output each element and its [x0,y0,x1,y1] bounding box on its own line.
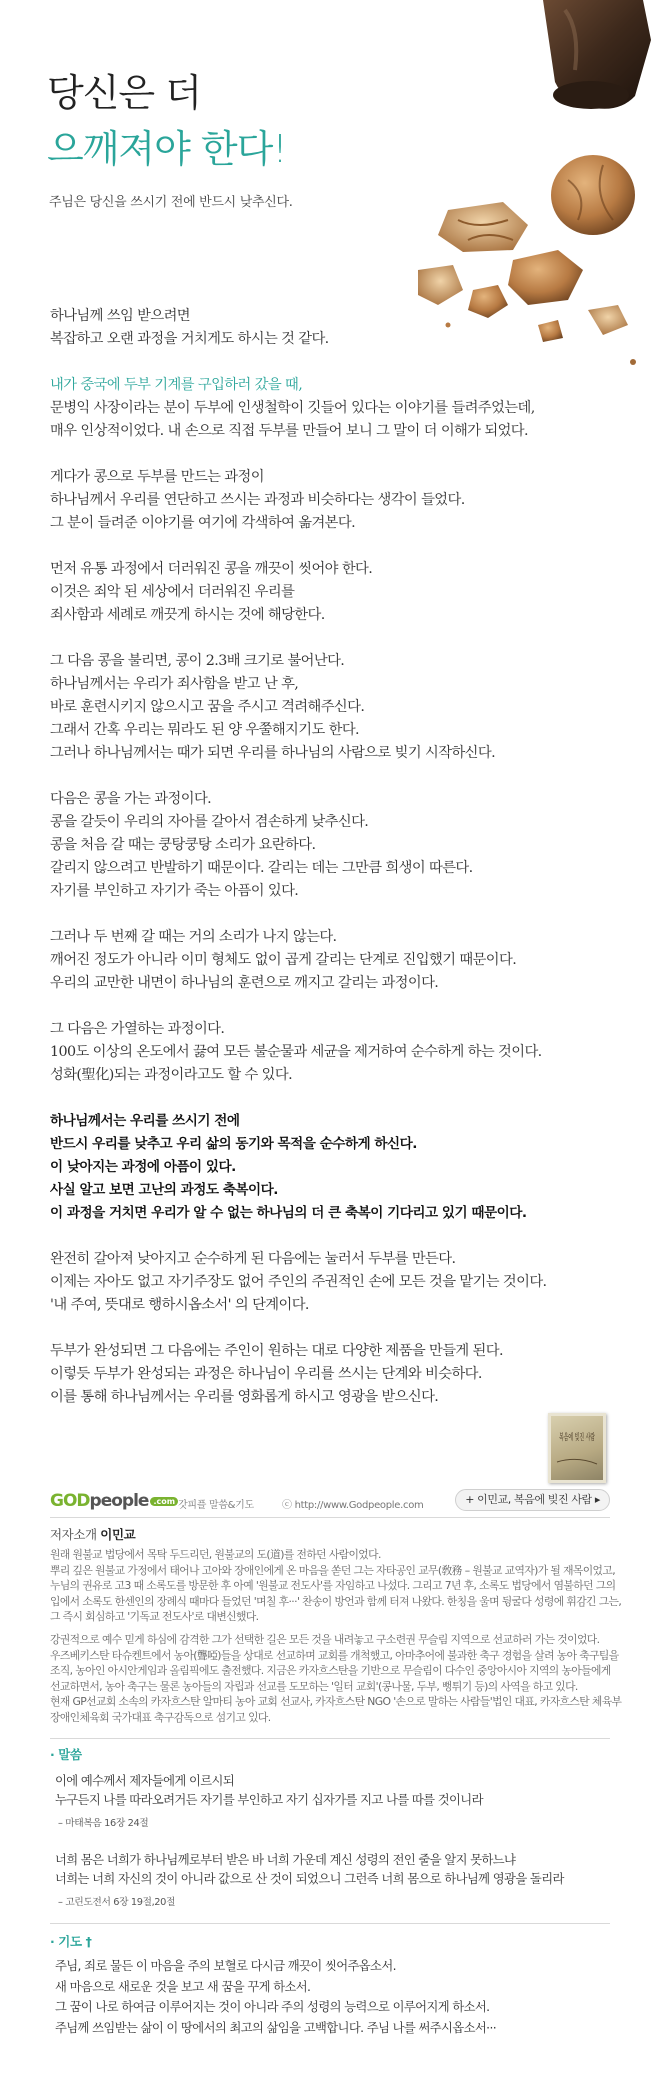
text-line: 콩을 갈듯이 우리의 자아를 갈아서 겸손하게 낮추신다. [50,814,369,830]
text-line: 문병익 사장이라는 분이 두부에 인생철학이 깃들어 있다는 이야기를 들려주었는데, [50,400,535,416]
text-line: 이를 통해 하나님께서는 우리를 영화롭게 하시고 영광을 받으신다. [50,1389,439,1405]
divider [50,1738,610,1739]
text-line: 이것은 죄악 된 세상에서 더러워진 우리를 [50,584,295,600]
paragraph [50,788,610,903]
text-line: 자기를 부인하고 자기가 죽는 아픔이 있다. [50,883,299,899]
prayer-text [55,1956,496,2038]
bio-line: 조직, 농아인 아시안게임과 올림픽에도 출전했다. 지금은 카자흐스탄을 기반으로 무슬림이 다수인 중앙아시아 지역의 농아들에게 [50,1664,611,1678]
paragraph [50,558,610,627]
verse-line: 너희 몸은 너희가 하나님께로부터 받은 바 너희 가운데 계신 성령의 전인 줄을 알지 못하느냐 [55,1853,516,1867]
hammer-illustration [525,0,658,115]
paragraph [50,1018,610,1087]
text-line: 복잡하고 오랜 과정을 거치게도 하시는 것 같다. [50,331,329,347]
scripture-verse [55,1851,564,1889]
page-title-line1: 당신은 더 [47,71,201,115]
text-line: 매우 인상적이었다. 내 손으로 직접 두부를 만들어 보니 그 말이 더 이해가 되었다. [50,423,528,439]
divider [50,1517,610,1518]
text-line: 그러나 두 번째 갈 때는 거의 소리가 나지 않는다. [50,929,337,945]
text-line: '내 주여, 뜻대로 행하시옵소서' 의 단계이다. [50,1297,309,1313]
text-line: 하나님께 쓰임 받으려면 [50,308,190,324]
text-line: 하나님께서 우리를 연단하고 쓰시는 과정과 비슷하다는 생각이 들었다. [50,492,465,508]
paragraph [50,1340,610,1409]
bold-line: 이 낮아지는 과정에 아픔이 있다. [50,1159,236,1175]
text-line: 이제는 자아도 없고 자기주장도 없어 주인의 주권적인 손에 모든 것을 맡기는 것이다. [50,1274,547,1290]
bio-line: 원래 원불교 법당에서 목탁 두드리던, 원불교의 도(道)를 전하던 사람이었다. [50,1548,381,1561]
bio-line: 선교하면서, 농아 축구는 물론 농아들의 자립과 선교를 도모하는 '일터 교회'(콩나물, 두부, 뻥튀기 등)의 사역을 하고 있다. [50,1679,578,1693]
text-line: 죄사함과 세례로 깨끗게 하시는 것에 해당한다. [50,607,325,623]
text-line: 완전히 갈아져 낮아지고 순수하게 된 다음에는 눌러서 두부를 만든다. [50,1251,456,1267]
text-line: 그 분이 들려준 이야기를 여기에 각색하여 옮겨본다. [50,515,356,531]
scripture-section-title: · 말씀 [50,1747,82,1762]
text-line: 그래서 간혹 우리는 뭐라도 된 양 우쭐해지기도 한다. [50,722,359,738]
author-paragraph [50,1547,622,1625]
text-line: 깨어진 정도가 아니라 이미 형체도 없이 곱게 갈리는 단계로 진입했기 때문이다. [50,952,517,968]
paragraph [50,1248,610,1317]
related-book-button[interactable]: + 이민교, 복음에 빚진 사람 ▸ [455,1489,610,1511]
author-paragraph [50,1632,622,1726]
bio-line: 강권적으로 예수 믿게 하심에 감격한 그가 선택한 길은 모든 것을 내려놓고 구소련권 무슬림 지역으로 선교하러 가는 것이었다. [50,1632,600,1646]
author-bio [50,1547,622,1733]
bold-line: 하나님께서는 우리를 쓰시기 전에 [50,1113,240,1129]
bio-line: 현재 GP선교회 소속의 카자흐스탄 알마티 농아 교회 선교사, 카자흐스탄 NGO '손으로 말하는 사람들'법인 대표, 카자흐스탄 체육부 [50,1695,622,1709]
verse-reference: – 고린도전서 6장 19절,20절 [58,1897,176,1908]
book-cover-thumbnail[interactable] [548,1413,626,1483]
author-heading-label: 저자소개 [50,1527,97,1542]
text-line: 그러나 하나님께서는 때가 되면 우리를 하나님의 사람으로 빚기 시작하신다. [50,745,496,761]
bio-line: 누님의 권유로 고3 때 소록도를 방문한 후 아예 '원불교 전도사'를 자임하고 나섰다. 그리고 7년 후, 소록도 법당에서 염불하던 그의 [50,1579,616,1593]
logo-dotcom: .com [150,1497,178,1506]
text-line: 먼저 유통 과정에서 더러워진 콩을 깨끗이 씻어야 한다. [50,561,373,577]
bio-line: 그 즉시 회심하고 '기독교 전도사'로 대변신했다. [50,1610,259,1624]
bold-line: 사실 알고 보면 고난의 과정도 축복이다. [50,1182,278,1198]
bold-line: 이 과정을 거치면 우리가 알 수 없는 하나님의 더 큰 축복이 기다리고 있기 때문이다. [50,1205,527,1221]
emphasis-paragraph [50,1110,610,1225]
text-line: 하나님께서는 우리가 죄사함을 받고 난 후, [50,676,299,692]
prayer-line: 새 마음으로 새로운 것을 보고 새 꿈을 꾸게 하소서. [55,1979,311,1994]
text-line: 우리의 교만한 내면이 하나님의 훈련으로 깨지고 갈리는 과정이다. [50,975,439,991]
paragraph [50,650,610,765]
highlight-line: 내가 중국에 두부 기계를 구입하러 갔을 때, [50,377,303,393]
book-cover-title: 복음에 빚진 사람 [559,1433,626,1443]
paragraph [50,374,610,443]
paragraph [50,926,610,995]
footer-url[interactable]: ⓒ http://www.Godpeople.com [282,1500,424,1511]
verse-line: 이에 예수께서 제자들에게 이르시되 [55,1774,235,1788]
verse-line: 너희는 너희 자신의 것이 아니라 값으로 산 것이 되었으니 그런즉 너희 몸으로 하나님께 영광을 돌리라 [55,1872,564,1886]
text-line: 100도 이상의 온도에서 끓여 모든 불순물과 세균을 제거하여 순수하게 하는 것이다. [50,1044,542,1060]
logo-people: people [89,1491,149,1511]
author-name: 이민교 [100,1527,136,1542]
bio-line: 장애인체육회 국가대표 축구감독으로 섬기고 있다. [50,1710,271,1724]
text-line: 두부가 완성되면 그 다음에는 주인이 원하는 대로 다양한 제품을 만들게 된다. [50,1343,503,1359]
prayer-line: 주님께 쓰임받는 삶이 이 땅에서의 최고의 삶임을 고백합니다. 주님 나를 써주시옵소서··· [55,2020,497,2035]
divider [50,1923,610,1924]
verse-reference: – 마태복음 16장 24절 [58,1818,149,1829]
bio-line: 우즈베키스탄 타슈켄트에서 농아(聾啞)들을 상대로 선교하며 교회를 개척했고, 아마추어에 불과한 축구 경험을 살려 농아 축구팀을 [50,1648,619,1662]
text-line: 바로 훈련시키지 않으시고 꿈을 주시고 격려해주신다. [50,699,365,715]
verse-line: 누구든지 나를 따라오려거든 자기를 부인하고 자기 십자가를 지고 나를 따를 것이니라 [55,1793,483,1807]
text-line: 콩을 처음 갈 때는 쿵탕쿵탕 소리가 요란하다. [50,837,316,853]
paragraph [50,466,610,535]
text-line: 그 다음 콩을 불리면, 콩이 2.3배 크기로 불어난다. [50,653,345,669]
prayer-section-title: · 기도 † [50,1934,92,1949]
logo-god: GOD [50,1491,90,1511]
scripture-verse [55,1772,483,1810]
page-title-line2: 으깨져야 한다! [47,127,287,171]
source-footer [50,1489,610,1513]
text-line: 갈리지 않으려고 반발하기 때문이다. 갈리는 데는 그만큼 희생이 따른다. [50,860,473,876]
prayer-line: 그 꿈이 나로 하여금 이루어지는 것이 아니라 주의 성령의 능력으로 이루어지게 하소서. [55,2000,490,2014]
bio-line: 뿌리 깊은 원불교 가정에서 태어나 고아와 장애인에게 온 마음을 쏟던 그는 자타공인 교무(敎務 – 원불교 교역자)가 될 재목이었고, [50,1563,616,1577]
author-heading [50,1525,135,1543]
article-body [50,305,610,1432]
paragraph [50,305,610,351]
bold-line: 반드시 우리를 낮추고 우리 삶의 동기와 목적을 순수하게 하신다. [50,1136,417,1152]
footer-slogan: 갓피플 말씀&기도 [178,1500,254,1511]
prayer-line: 주님, 죄로 물든 이 마음을 주의 보혈로 다시금 깨끗이 씻어주옵소서. [55,1959,396,1973]
text-line: 다음은 콩을 가는 과정이다. [50,791,212,807]
text-line: 성화(聖化)되는 과정이라고도 할 수 있다. [50,1067,293,1083]
bio-line: 입에서 소록도 한센인의 장례식 때마다 들었던 '며칠 후···' 찬송이 방언과 함께 터져 나왔다. 한칭을 울며 뒹굴다 성령에 휘감긴 그는, [50,1594,622,1608]
godpeople-logo[interactable] [50,1491,178,1511]
page-subtitle: 주님은 당신을 쓰시기 전에 반드시 낮추신다. [49,195,293,210]
text-line: 그 다음은 가열하는 과정이다. [50,1021,225,1037]
text-line: 게다가 콩으로 두부를 만드는 과정이 [50,469,264,485]
text-line: 이렇듯 두부가 완성되는 과정은 하나님이 우리를 쓰시는 단계와 비슷하다. [50,1366,482,1382]
book-cover-art [551,1416,626,1480]
